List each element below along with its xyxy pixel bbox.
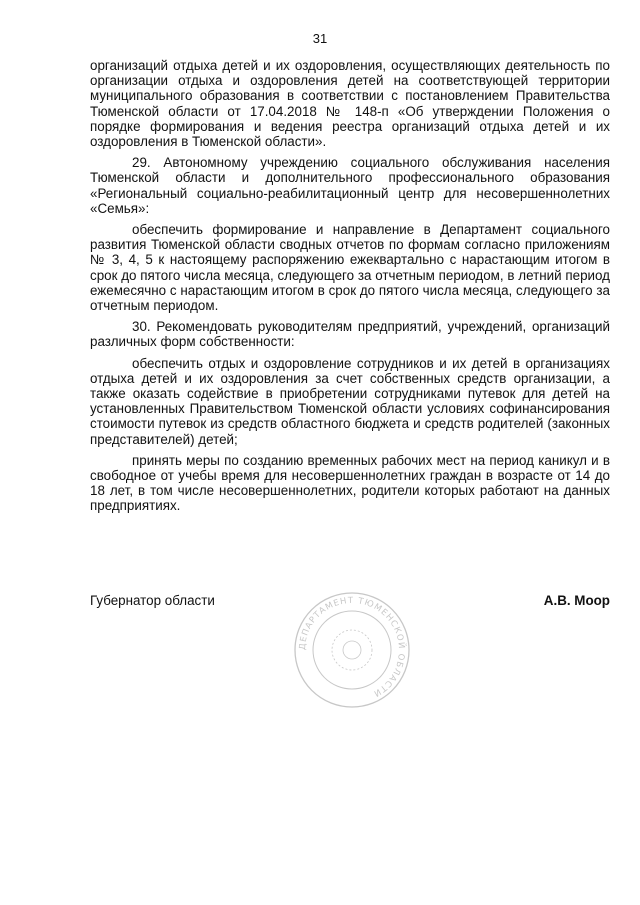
- signatory-title: Губернатор области: [90, 593, 215, 608]
- signatory-name: А.В. Моор: [543, 593, 610, 608]
- paragraph-continuation: организаций отдыха детей и их оздоровления, осуществляющих деятельность по организации отдыха и оздоровления детей на соответствующей территории муниципального образования в соответствии с постановлением Правительства Тюменской области от 17.04.2018 № 148-п «Об утверждении Положения о порядке формирования и ведения реестра организаций отдыха детей и их оздоровления в Тюменской области».: [90, 58, 610, 150]
- official-stamp-icon: [292, 590, 412, 710]
- document-body: [90, 58, 610, 520]
- paragraph-item-29-detail: обеспечить формирование и направление в Департамент социального развития Тюменской области сводных отчетов по формам согласно приложениям № 3, 4, 5 к настоящему распоряжению ежеквартально с нарастающим итогом в срок до пятого числа месяца, следующего за отчетным периодом, в летний период ежемесячно с нарастающим итогом в срок до пятого числа месяца, следующего за отчетным периодом.: [90, 222, 610, 314]
- paragraph-item-29: 29. Автономному учреждению социального обслуживания населения Тюменской области и дополнительного профессионального образования «Региональный социально-реабилитационный центр для несовершеннолетних «Семья»:: [90, 155, 610, 216]
- paragraph-item-30-detail-1: обеспечить отдых и оздоровление сотрудников и их детей в организациях отдыха детей и их оздоровления за счет собственных средств организации, а также оказать содействие в приобретении сотрудниками путевок для детей на установленных Правительством Тюменской области условиях софинансирования стоимости путевок из средств областного бюджета и средств родителей (законных представителей) детей;: [90, 355, 610, 447]
- page-number: 31: [312, 31, 328, 46]
- paragraph-item-30-detail-2: принять меры по созданию временных рабочих мест на период каникул и в свободное от учебы время для несовершеннолетних граждан в возрасте от 14 до 18 лет, в том числе несовершеннолетних, родители которых работают на данных предприятиях.: [90, 452, 610, 514]
- stamp-text: ДЕПАРТАМЕНТ ТЮМЕНСКОЙ ОБЛАСТИ: [297, 595, 407, 699]
- paragraph-item-30: 30. Рекомендовать руководителям предприятий, учреждений, организаций различных форм собственности:: [90, 319, 610, 350]
